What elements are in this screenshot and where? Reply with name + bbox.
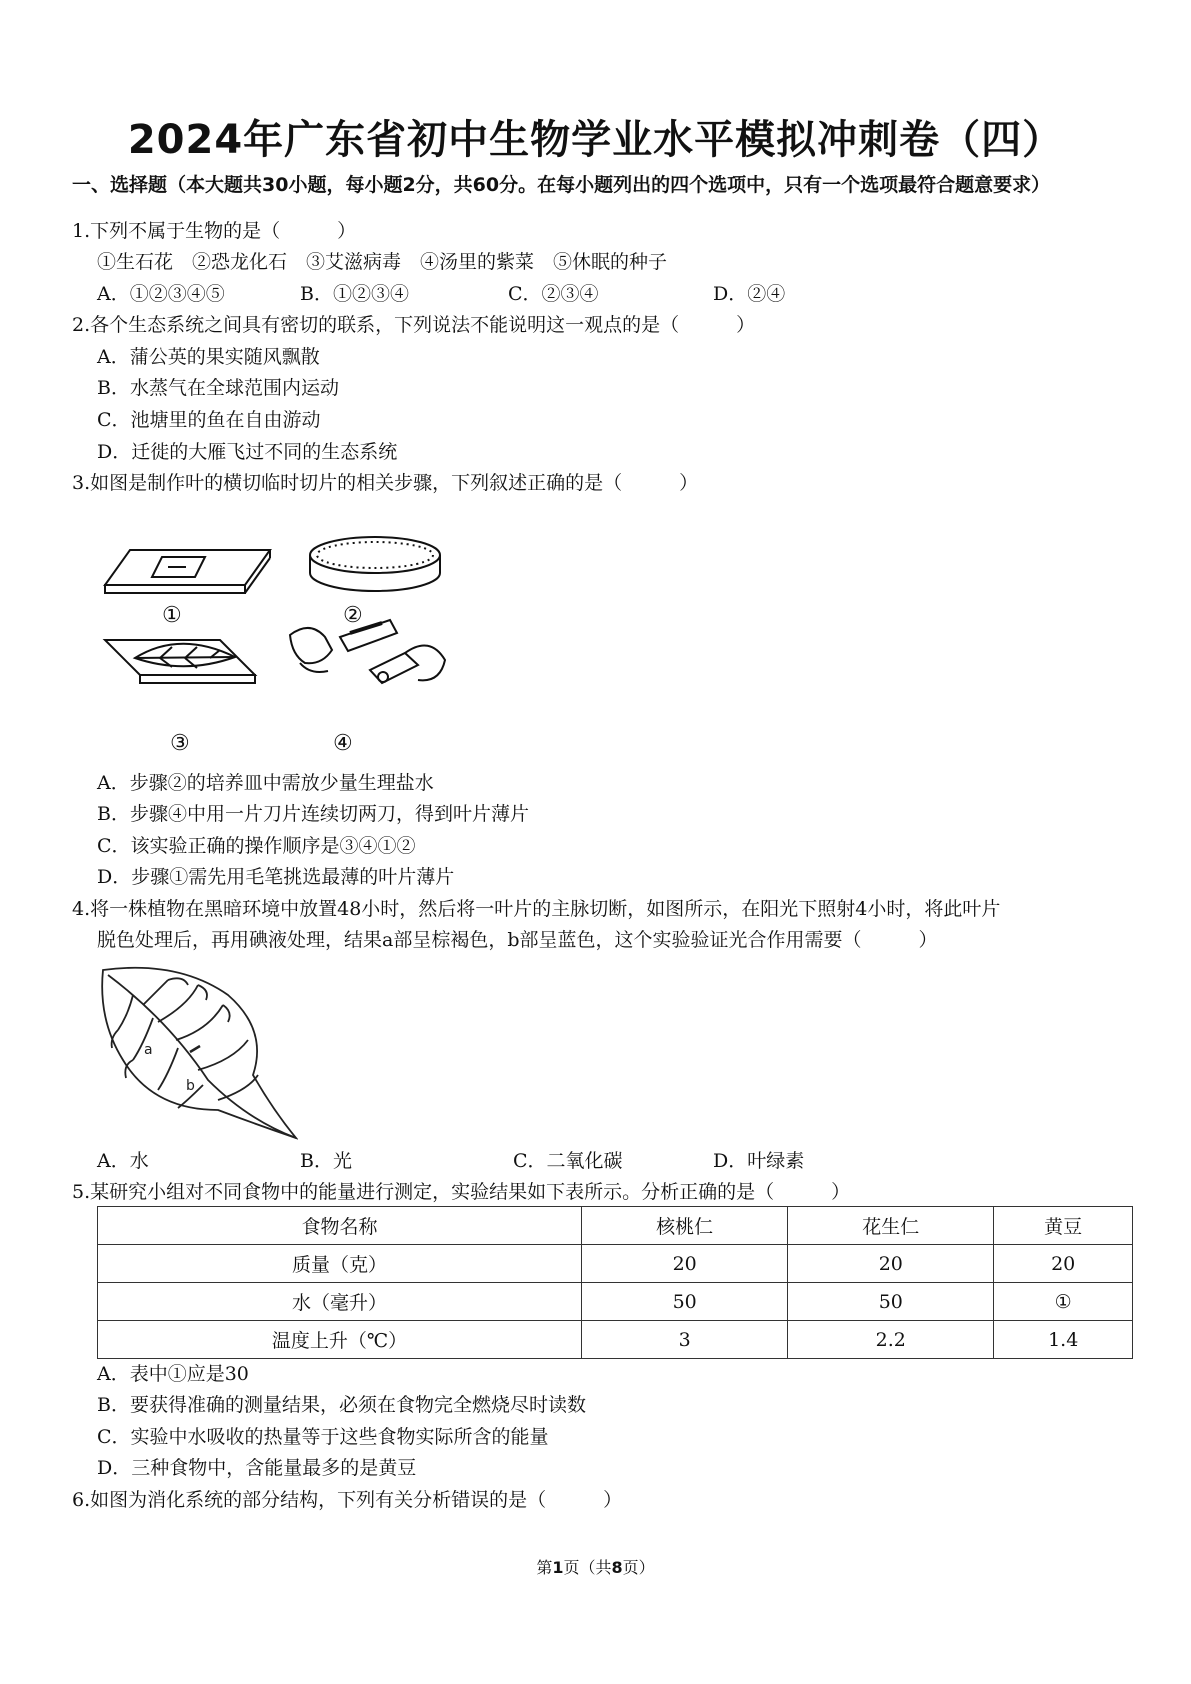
food-energy-table: [97, 1206, 1133, 1359]
q4-option-d: D．叶绿素: [713, 1150, 805, 1172]
step1-slide-illustration: [105, 550, 270, 593]
slide-preparation-figure: [100, 525, 480, 770]
q4-option-b: B．光: [300, 1150, 352, 1172]
table-header-cell: 花生仁: [788, 1207, 994, 1245]
footer-total-pages: 8: [611, 1558, 623, 1577]
figure-label-step4: ④: [333, 731, 353, 756]
q1-stem: 1.下列不属于生物的是（ ）: [72, 220, 357, 242]
step4-cutting-illustration: [290, 620, 445, 683]
table-cell: 50: [582, 1283, 788, 1321]
q2-option-d: D．迁徙的大雁飞过不同的生态系统: [97, 441, 398, 463]
q3-option-b: B．步骤④中用一片刀片连续切两刀，得到叶片薄片: [97, 803, 529, 825]
leaf-label-b: b: [186, 1078, 195, 1094]
q2-stem: 2.各个生态系统之间具有密切的联系，下列说法不能说明这一观点的是（ ）: [72, 314, 756, 336]
table-row: [98, 1321, 1133, 1359]
q1-option-d: D．②④: [713, 283, 786, 305]
step2-petri-dish-illustration: [310, 537, 440, 591]
q1-option-b: B．①②③④: [300, 283, 409, 305]
footer-page-number: 1: [552, 1558, 564, 1577]
step3-leaf-on-slide-illustration: [105, 640, 255, 683]
q1-items: ①生石花 ②恐龙化石 ③艾滋病毒 ④汤里的紫菜 ⑤休眠的种子: [97, 251, 668, 273]
table-header-row: [98, 1207, 1133, 1245]
vein-cut-mark: [190, 1046, 200, 1052]
q3-stem: 3.如图是制作叶的横切临时切片的相关步骤，下列叙述正确的是（ ）: [72, 472, 699, 494]
q4-option-c: C．二氧化碳: [513, 1150, 623, 1172]
q5-option-a: A．表中①应是30: [97, 1363, 249, 1385]
section-heading: 一、选择题（本大题共30小题，每小题2分，共60分。在每小题列出的四个选项中，只有一个选项最符合题意要求）: [72, 174, 1051, 196]
figure-label-step3: ③: [170, 731, 190, 756]
table-header-cell: 食物名称: [98, 1207, 582, 1245]
q4-stem-line1: 4.将一株植物在黑暗环境中放置48小时，然后将一叶片的主脉切断，如图所示，在阳光下照射4小时，将此叶片: [72, 898, 1001, 920]
page-title: 2024年广东省初中生物学业水平模拟冲刺卷（四）: [127, 117, 1064, 163]
table-cell: 质量（克）: [98, 1245, 582, 1283]
table-row: [98, 1245, 1133, 1283]
figure-label-step2: ②: [343, 603, 363, 628]
q2-option-b: B．水蒸气在全球范围内运动: [97, 377, 339, 399]
table-cell: 3: [582, 1321, 788, 1359]
q3-option-d: D．步骤①需先用毛笔挑选最薄的叶片薄片: [97, 866, 455, 888]
footer-prefix: 第: [536, 1558, 553, 1577]
table-cell: 20: [788, 1245, 994, 1283]
table-cell: 温度上升（℃）: [98, 1321, 582, 1359]
table-cell: 水（毫升）: [98, 1283, 582, 1321]
footer-middle: 页（共: [563, 1558, 612, 1577]
table-header-cell: 黄豆: [994, 1207, 1133, 1245]
table-cell: 1.4: [994, 1321, 1133, 1359]
leaf-label-a: a: [144, 1042, 153, 1058]
q5-stem: 5.某研究小组对不同食物中的能量进行测定，实验结果如下表所示。分析正确的是（ ）: [72, 1181, 851, 1203]
table-cell: 20: [582, 1245, 788, 1283]
table-cell: ①: [994, 1283, 1133, 1321]
q6-stem: 6.如图为消化系统的部分结构，下列有关分析错误的是（ ）: [72, 1489, 623, 1511]
leaf-experiment-figure: [98, 960, 298, 1140]
q3-option-a: A．步骤②的培养皿中需放少量生理盐水: [97, 772, 434, 794]
table-cell: 20: [994, 1245, 1133, 1283]
page-footer: [0, 1555, 1191, 1578]
q5-option-d: D．三种食物中，含能量最多的是黄豆: [97, 1457, 417, 1479]
table-cell: 2.2: [788, 1321, 994, 1359]
q4-option-a: A．水: [97, 1150, 149, 1172]
figure-label-step1: ①: [162, 603, 182, 628]
q5-option-c: C．实验中水吸收的热量等于这些食物实际所含的能量: [97, 1426, 549, 1448]
q3-option-c: C．该实验正确的操作顺序是③④①②: [97, 835, 416, 857]
q2-option-a: A．蒲公英的果实随风飘散: [97, 346, 320, 368]
table-header-cell: 核桃仁: [582, 1207, 788, 1245]
table-cell: 50: [788, 1283, 994, 1321]
q1-option-a: A．①②③④⑤: [97, 283, 225, 305]
q2-option-c: C．池塘里的鱼在自由游动: [97, 409, 321, 431]
q1-option-c: C．②③④: [508, 283, 599, 305]
q4-stem-line2: 脱色处理后，再用碘液处理，结果a部呈棕褐色，b部呈蓝色，这个实验验证光合作用需要（ ）: [97, 929, 938, 951]
table-row: [98, 1283, 1133, 1321]
q5-option-b: B．要获得准确的测量结果，必须在食物完全燃烧尽时读数: [97, 1394, 586, 1416]
footer-suffix: 页）: [622, 1558, 655, 1577]
